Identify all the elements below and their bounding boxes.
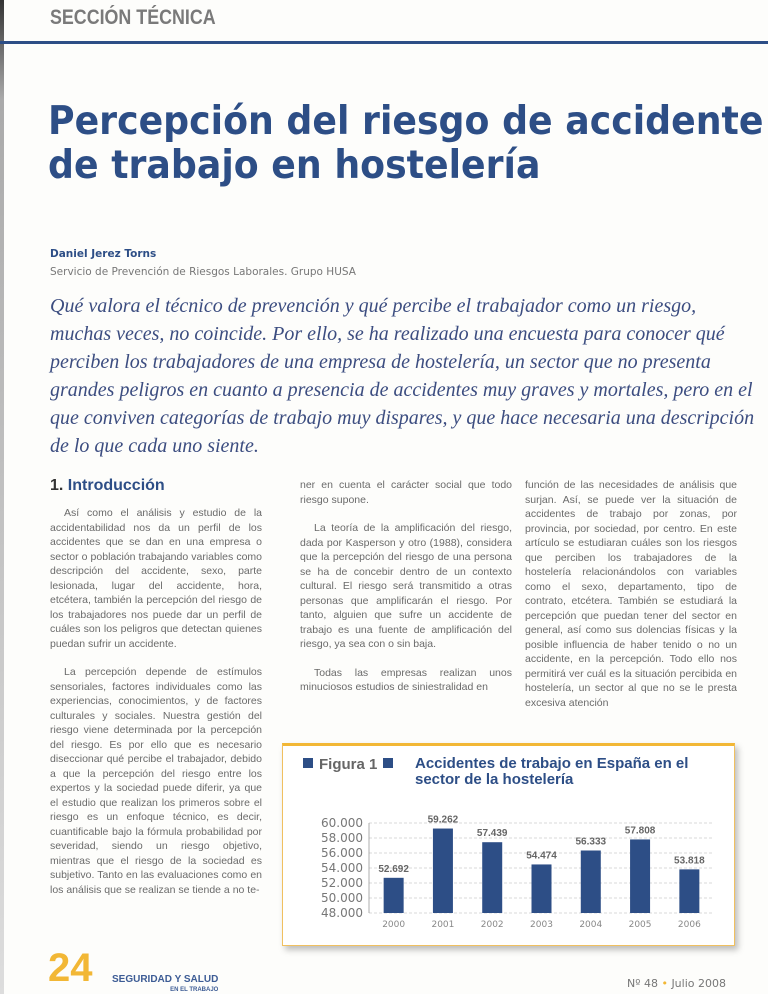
paragraph: Así como el análisis y estudio de la accidentabilidad nos da un perfil de los accidentes que se dan en una empresa o sector o población trabajando variables como descripción del accidente, sexo, parte lesionada, lugar del accidente, hora, etcétera, también la percepción del riesgo de los trabajadores nos puede dar un perfil de cuáles son los peligros que detectan quienes puedan sufrir un accidente. [50, 507, 262, 650]
issue-info [627, 977, 726, 990]
bar [581, 851, 601, 913]
header-rule [0, 41, 768, 44]
column-1 [50, 476, 262, 911]
paragraph: ner en cuenta el carácter social que todo riesgo supone. [300, 479, 512, 506]
paragraph: Todas las empresas realizan unos minuciosos estudios de siniestralidad en [300, 666, 512, 693]
y-tick-label: 60.000 [321, 816, 363, 830]
page-number: 24 [48, 946, 93, 990]
author: Daniel Jerez Torns [50, 248, 157, 260]
y-tick-label: 48.000 [321, 906, 363, 920]
x-tick-label: 2006 [677, 920, 701, 930]
x-tick-label: 2004 [579, 920, 603, 930]
bar [532, 864, 552, 913]
y-tick-label: 52.000 [321, 876, 363, 890]
paragraph: función de las necesidades de análisis que surjan. Así, se puede ver la situación de accidentes de trabajo por zonas, por provincia, por sociedad, por centro. En este artículo se estudiaran cuáles son los riesgos que perciben los trabajadores de la hostelería relacionándolos con variables como el sexo, departamento, tipo de contrato, etcétera. También se estudiará la percepción que puedan tener del sector en general, así como sus dolencias físicas y la posible influencia de haber tenido o no un accidente, en la percepción. Todo ello nos permitirá ver cuál es la situación percibida en hostelería, un sector al que no se le presta excesiva atención [525, 479, 737, 709]
column-3 [525, 478, 737, 724]
section-header: SECCIÓN TÉCNICA [50, 6, 216, 29]
separator: • [661, 977, 668, 990]
section-heading [50, 476, 262, 496]
figure-title: Accidentes de trabajo en España en el sector de la hostelería [415, 755, 689, 788]
data-label: 54.474 [526, 850, 557, 862]
y-tick-label: 58.000 [321, 831, 363, 845]
figure-number: Figura 1 [319, 756, 378, 773]
data-label: 56.333 [575, 836, 607, 848]
x-tick-label: 2003 [530, 920, 553, 930]
paragraph: La teoría de la amplificación del riesgo, dada por Kasperson y otro (1988), considera que la percepción del riesgo de una persona se ha de concebir dentro de un contexto cultural. El riesgo será transmitido a otras personas que amplificarán el riesgo. Por tanto, alguien que sufre un accidente de trabajo es una fuente de amplificación del riesgo, ya sea con o sin baja. [300, 522, 512, 650]
x-tick-label: 2005 [628, 920, 652, 930]
data-label: 57.439 [476, 828, 508, 840]
article-title [48, 99, 764, 188]
x-tick-label: 2000 [382, 920, 406, 930]
y-tick-label: 50.000 [321, 891, 363, 905]
bar [679, 869, 699, 913]
scan-edge [0, 0, 4, 994]
title-line-2: de trabajo en hostelería [48, 143, 541, 188]
title-line-1: Percepción del riesgo de accidente [48, 99, 764, 144]
y-tick-label: 56.000 [321, 846, 363, 860]
data-label: 53.818 [674, 855, 705, 867]
paragraph: La percepción depende de estímulos sensoriales, factores individuales como las experiencias, conocimientos, y de factores culturales y sociales. Nuestra gestión del riesgo viene determinada por la percepción del riesgo. Es por ello que es necesario diseccionar qué percibe el trabajador, debido a que la percepción del riesgo entre los expertos y la sociedad puede diferir, ya que el estudio que realizan los primeros sobre el riesgo es un enfoque técnico, es decir, cuantificable bajo la fórmula probabilidad por severidad, siendo un riesgo objetivo, mientras que el riesgo de la sociedad es subjetivo. Tanto en las evaluaciones como en los análisis que se realizan se tiende a no te- [50, 666, 262, 896]
magazine-name: SEGURIDAD Y SALUD [112, 974, 219, 985]
magazine-logo [112, 975, 218, 994]
section-number: 1. [50, 477, 64, 494]
y-tick-label: 54.000 [321, 861, 363, 875]
issue-number: Nº 48 [627, 977, 658, 990]
bar [433, 829, 453, 913]
bar-chart [283, 746, 734, 945]
affiliation: Servicio de Prevención de Riesgos Laborales. Grupo HUSA [50, 266, 356, 278]
x-tick-label: 2002 [480, 920, 504, 930]
data-label: 57.808 [624, 825, 656, 837]
data-label: 59.262 [427, 814, 459, 826]
issue-date: Julio 2008 [671, 977, 726, 990]
magazine-subtitle: EN EL TRABAJO [170, 987, 219, 993]
section-title: Introducción [67, 477, 165, 494]
x-tick-label: 2001 [431, 920, 455, 930]
bar [384, 878, 404, 913]
bar [630, 839, 650, 913]
data-label: 52.692 [378, 863, 409, 875]
column-2 [300, 478, 512, 709]
bar [482, 842, 502, 913]
lead-paragraph: Qué valora el técnico de prevención y qué percibe el trabajador como un riesgo, muchas veces, no coincide. Por ello, se ha realizado una encuesta para conocer qué perciben los trabajadores de una empresa de hostelería, un sector que no presenta grandes peligros en cuanto a presencia de accidentes muy graves y mortales, pero en el que conviven categorías de trabajo muy dispares, y que hace necesaria una descripción de lo que cada uno siente. [50, 295, 755, 457]
figure-box [282, 743, 735, 946]
